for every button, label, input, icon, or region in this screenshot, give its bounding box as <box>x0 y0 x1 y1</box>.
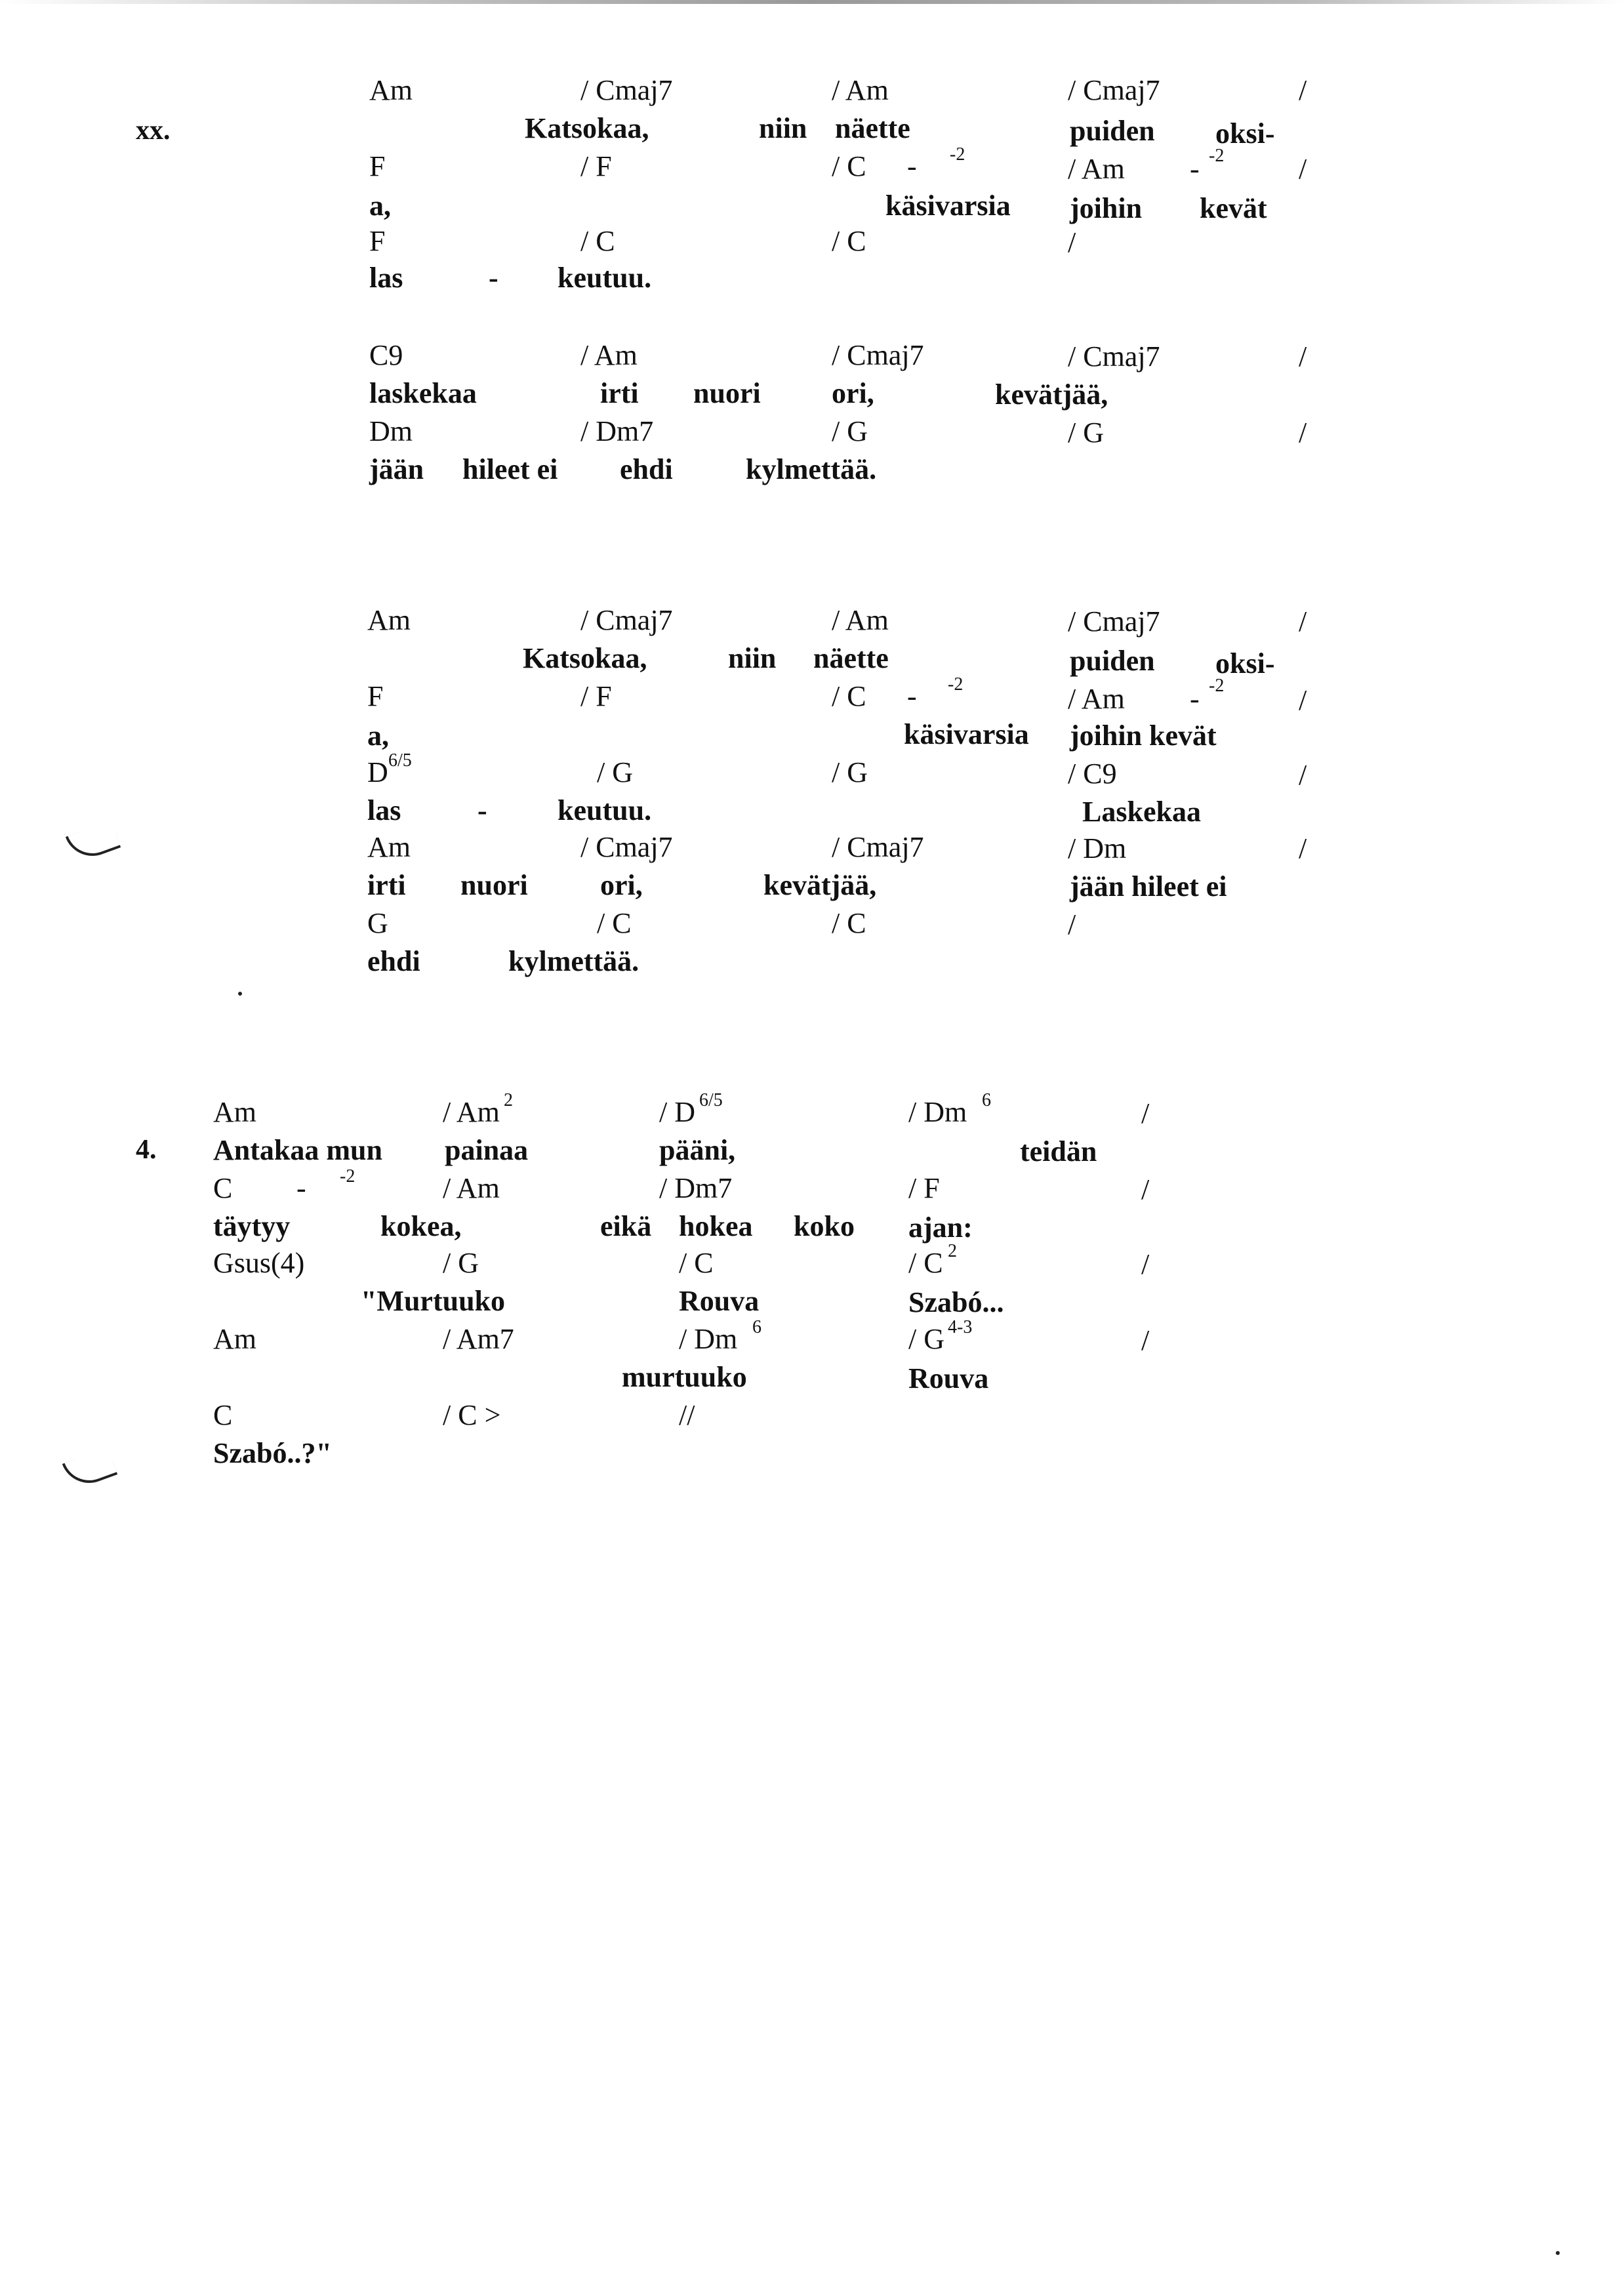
chord: / Am <box>580 339 638 371</box>
chord: / Cmaj7 <box>580 831 673 863</box>
chord: / C9 <box>1068 758 1117 790</box>
chord: / Cmaj7 <box>1068 340 1160 373</box>
lyric: koko <box>794 1210 855 1242</box>
chord: / C <box>908 1247 943 1279</box>
chord: / Cmaj7 <box>832 339 924 371</box>
lyric: joihin <box>1070 192 1143 224</box>
lyric: ajan: <box>908 1211 973 1244</box>
lyric: ori, <box>600 869 643 901</box>
lyric: Katsokaa, <box>525 112 649 144</box>
chord: / C <box>832 150 866 182</box>
lyric: Rouva <box>908 1362 989 1394</box>
chord-superscript: 4-3 <box>948 1317 973 1337</box>
lyric: ehdi <box>367 945 420 977</box>
bar-line: / <box>1299 74 1307 106</box>
chord: / C <box>832 907 866 939</box>
lyric: näette <box>835 112 910 144</box>
chord: / Am <box>1068 153 1125 185</box>
chord: / Cmaj7 <box>1068 74 1160 106</box>
chord: / D <box>659 1096 695 1128</box>
chord-superscript: 6 <box>982 1090 991 1110</box>
chord: C <box>213 1399 233 1431</box>
lyric: käsivarsia <box>885 190 1011 222</box>
lyric: laskekaa <box>369 377 477 409</box>
scan-edge-line <box>0 0 1624 4</box>
lyric: painaa <box>445 1134 529 1166</box>
chord-dash: - <box>1190 153 1200 185</box>
chord: Am <box>213 1096 256 1128</box>
bar-line: / <box>1141 1173 1150 1206</box>
chord: C9 <box>369 339 403 371</box>
chord-dash: - <box>1190 683 1200 715</box>
chord: Dm <box>369 415 413 447</box>
bar-line: / <box>1141 1248 1150 1280</box>
lyric: niin <box>728 642 777 674</box>
bar-line: / <box>1299 684 1307 716</box>
bar-line: / <box>1068 226 1076 258</box>
chord: / Am <box>832 74 889 106</box>
chord-dash: - <box>907 680 917 712</box>
lyric: Antakaa mun <box>213 1134 382 1166</box>
lyric: "Murtuuko <box>361 1285 506 1317</box>
chord: / Dm <box>1068 832 1127 864</box>
lyric: keutuu. <box>558 262 652 294</box>
bar-line: / <box>1068 908 1076 941</box>
lyric: täytyy <box>213 1210 291 1242</box>
chord: / F <box>580 150 612 182</box>
lyric: kevätjää, <box>763 869 877 901</box>
lyric: hokea <box>679 1210 753 1242</box>
chord: / Am <box>443 1096 500 1128</box>
lyric: Katsokaa, <box>523 642 647 674</box>
chord: C <box>213 1172 233 1204</box>
lyric: eikä <box>600 1210 652 1242</box>
bar-line: / <box>1299 605 1307 638</box>
bar-line: / <box>1299 832 1307 864</box>
chord: / C <box>597 907 632 939</box>
chord: / Dm <box>679 1323 738 1355</box>
lyric: jään <box>369 453 424 485</box>
chord: D <box>367 756 388 788</box>
lyric: kylmettää. <box>746 453 877 485</box>
lyric: käsivarsia <box>904 718 1029 750</box>
lyric: Szabó..?" <box>213 1437 332 1469</box>
lyric: nuori <box>693 377 761 409</box>
lyric: kokea, <box>380 1210 462 1242</box>
chord: // <box>679 1399 695 1431</box>
speck <box>1556 2251 1560 2255</box>
chord: / G <box>832 415 868 447</box>
lyric: ori, <box>832 377 874 409</box>
lyric: a, <box>367 720 389 752</box>
lyric: teidän <box>1020 1135 1097 1167</box>
section-number-4: 4. <box>136 1135 157 1165</box>
lyric: las <box>369 262 403 294</box>
lyric: puiden <box>1070 645 1155 677</box>
chord-superscript: -2 <box>950 144 965 165</box>
chord-superscript: 6/5 <box>388 750 412 771</box>
chord: / C <box>679 1247 714 1279</box>
bar-line: / <box>1299 340 1307 373</box>
chord: / Am <box>832 604 889 636</box>
chord-superscript: 6 <box>752 1317 761 1337</box>
bar-line: / <box>1299 416 1307 449</box>
lyric: joihin kevät <box>1070 720 1217 752</box>
chord: Am <box>213 1323 256 1355</box>
chord-superscript: -2 <box>948 674 964 695</box>
lyric: puiden <box>1070 115 1155 147</box>
lyric: pääni, <box>659 1134 736 1166</box>
chord: / Cmaj7 <box>832 831 924 863</box>
chord: / Cmaj7 <box>580 604 673 636</box>
chord: / C <box>832 225 866 257</box>
chord-dash: - <box>907 150 917 182</box>
pen-mark <box>62 1448 118 1491</box>
lyric: oksi- <box>1215 117 1275 150</box>
lyric: hileet ei <box>462 453 558 485</box>
lyric: ehdi <box>620 453 673 485</box>
chord: Gsus(4) <box>213 1247 305 1279</box>
lyric: irti <box>367 869 406 901</box>
chord: F <box>369 150 386 182</box>
lyric: nuori <box>460 869 528 901</box>
lyric: a, <box>369 190 391 222</box>
chord: / G <box>1068 416 1104 449</box>
lyric: jään hileet ei <box>1070 870 1227 903</box>
lyric: Szabó... <box>908 1286 1004 1318</box>
lyric: murtuuko <box>622 1361 747 1393</box>
chord: G <box>367 907 388 939</box>
lyric: irti <box>600 377 639 409</box>
chord: / Dm7 <box>659 1172 733 1204</box>
chord: / C <box>832 680 866 712</box>
lyric: oksi- <box>1215 647 1275 680</box>
chord: F <box>369 225 386 257</box>
section-number-xx: xx. <box>136 115 171 146</box>
pen-mark <box>66 821 121 864</box>
chord: / G <box>832 756 868 788</box>
chord: / Cmaj7 <box>1068 605 1160 638</box>
chord: / Dm7 <box>580 415 654 447</box>
lyric-hyphen: - <box>489 262 498 294</box>
chord: / Cmaj7 <box>580 74 673 106</box>
lyric: kylmettää. <box>508 945 639 977</box>
chord: / Am <box>1068 683 1125 715</box>
chord-superscript: -2 <box>340 1166 355 1187</box>
chord: / F <box>908 1172 940 1204</box>
lyric: näette <box>813 642 889 674</box>
chord: / C > <box>443 1399 501 1431</box>
bar-line: / <box>1141 1097 1150 1129</box>
lyric: kevätjää, <box>995 378 1108 411</box>
lyric: Rouva <box>679 1285 760 1317</box>
bar-line: / <box>1141 1324 1150 1356</box>
bar-line: / <box>1299 759 1307 791</box>
chord: Am <box>367 831 411 863</box>
lyric: Laskekaa <box>1082 796 1201 828</box>
chord: / G <box>597 756 633 788</box>
chord-superscript: 2 <box>948 1241 957 1261</box>
speck <box>238 992 242 996</box>
chord-superscript: -2 <box>1209 146 1225 166</box>
chord: / C <box>580 225 615 257</box>
chord: / F <box>580 680 612 712</box>
chord: / Dm <box>908 1096 967 1128</box>
chord-superscript: 6/5 <box>699 1090 723 1110</box>
chord-superscript: 2 <box>504 1090 513 1110</box>
chord-superscript: -2 <box>1209 676 1225 696</box>
chord: Am <box>367 604 411 636</box>
chord: Am <box>369 74 413 106</box>
bar-line: / <box>1299 153 1307 185</box>
lyric: las <box>367 794 401 826</box>
chord: / G <box>443 1247 479 1279</box>
lyric: kevät <box>1200 192 1267 224</box>
chord: / Am <box>443 1172 500 1204</box>
lyric: niin <box>759 112 807 144</box>
chord: / G <box>908 1323 944 1355</box>
lyric-hyphen: - <box>477 794 487 826</box>
chord: / Am7 <box>443 1323 514 1355</box>
chord: F <box>367 680 384 712</box>
chord-dash: - <box>296 1172 306 1204</box>
lyric: keutuu. <box>558 794 652 826</box>
